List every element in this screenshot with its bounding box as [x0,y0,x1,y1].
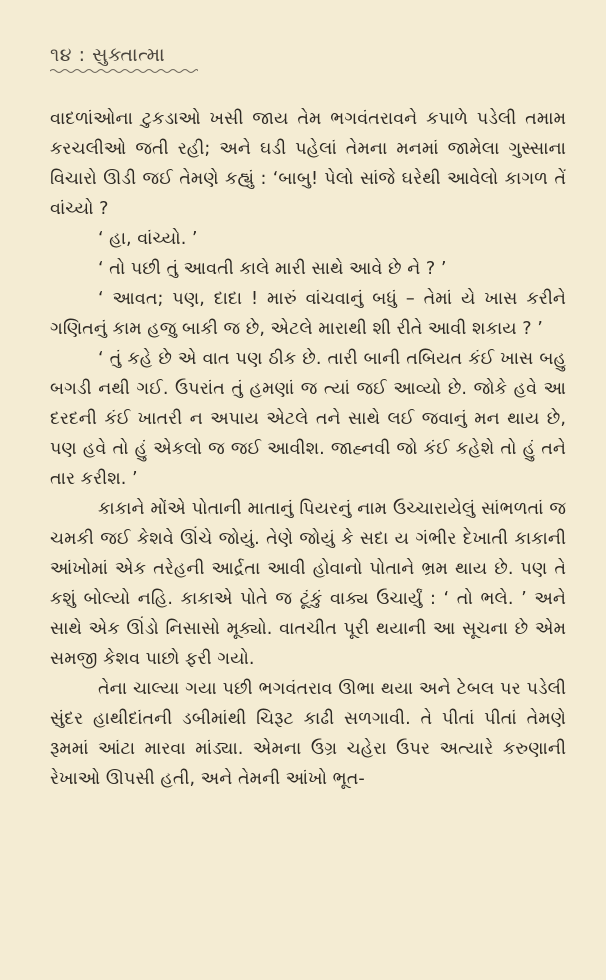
paragraph-6: કાકાને મોંએ પોતાની માતાનું પિયરનું નામ ઉચ્ચારાયેલું સાંભળતાં જ ચમકી જઈ કેશવે ઊંચે જોયું. તેણે જોયું કે સદા ય ગંભીર દેખાતી કાકાની આંખોમાં એક તરેહની આર્દ્રતા આવી હોવાનો પોતાને ભ્રમ થાય છે. પણ તે કશું બોલ્યો નહિ. કાકાએ પોતે જ ટૂંકું વાક્ય ઉચાર્યું : ‘ તો ભલે. ’ અને સાથે એક ઊંડો નિસાસો મૂક્યો. વાતચીત પૂરી થયાની આ સૂચના છે એમ સમજી કેશવ પાછો ફરી ગયો. [50,499,566,669]
body-text [50,104,566,794]
paragraph-4: ‘ આવત; પણ, દાદા ! મારું વાંચવાનું બધું – તેમાં યે ખાસ કરીને ગણિતનું કામ હજુ બાકી જ છે, એટલે મારાથી શી રીતે આવી શકાય ? ’ [50,289,566,339]
paragraph-1: વાદળાંઓના ટુકડાઓ ખસી જાય તેમ ભગવંતરાવને કપાળે પડેલી તમામ કરચલીઓ જતી રહી; અને ઘડી પહેલાં તેમના મનમાં જામેલા ગુસ્સાના વિચારો ઊડી જઈ તેમણે કહ્યું : ‘બાબુ! પેલો સાંજે ઘરેથી આવેલો કાગળ તેં વાંચ્યો ? [50,109,566,219]
paragraph-7: તેના ચાલ્યા ગયા પછી ભગવંતરાવ ઊભા થયા અને ટેબલ પર પડેલી સુંદર હાથીદાંતની ડબીમાંથી ચિરૂટ કાઢી સળગાવી. તે પીતાં પીતાં તેમણે રૂમમાં આંટા મારવા માંડ્યા. એમના ઉગ્ર ચહેરા ઉપર અત્યારે કરુણાની રેખાઓ ઊપસી હતી, અને તેમની આંખો ભૂત- [50,679,566,789]
running-head: ૧૪ : સુક્તાત્મા [50,44,166,66]
running-head-ornament-rule [50,68,198,74]
paragraph-5: ‘ તું કહે છે એ વાત પણ ઠીક છે. તારી બાની તબિયત કંઈ ખાસ બહુ બગડી નથી ગઈ. ઉપરાંત તું હમણાં જ ત્યાં જઈ આવ્યો છે. જોકે હવે આ દરદની કંઈ ખાતરી ન અપાય એટલે તને સાથે લઈ જવાનું મન થાય છે, પણ હવે તો હું એકલો જ જઈ આવીશ. જાહ્નવી જો કંઈ કહેશે તો હું તને તાર કરીશ. ’ [50,349,566,489]
paragraph-3: ‘ તો પછી તું આવતી કાલે મારી સાથે આવે છે ને ? ’ [98,259,447,279]
paragraph-2: ‘ હા, વાંચ્યો. ’ [98,229,198,249]
